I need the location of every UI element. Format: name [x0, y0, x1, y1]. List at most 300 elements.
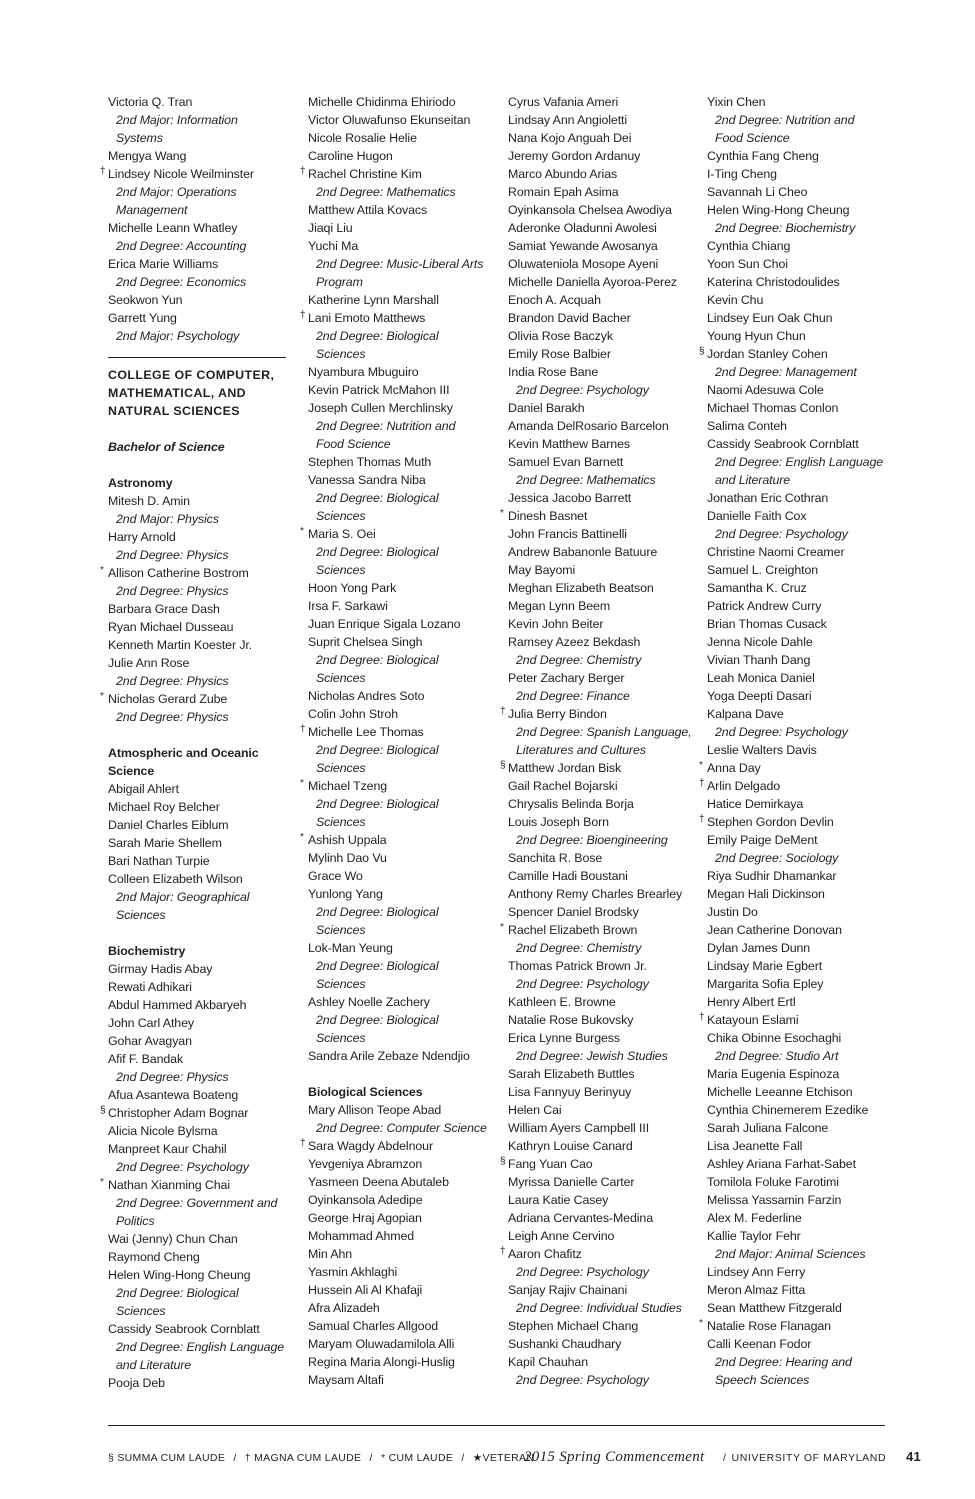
line-text: Lani Emoto Matthews	[308, 311, 426, 325]
page-number: 41	[906, 1449, 922, 1464]
graduate-name	[508, 885, 698, 903]
line-text: Jonathan Eric Cothran	[707, 491, 829, 505]
line-text: Nathan Xianming Chai	[108, 1178, 230, 1192]
graduate-name	[500, 705, 698, 723]
degree-note	[108, 708, 298, 726]
graduate-name	[508, 327, 698, 345]
graduate-name	[707, 183, 897, 201]
graduate-name	[108, 147, 298, 165]
graduate-name	[508, 1011, 698, 1029]
spacer	[108, 924, 298, 942]
line-text: NATURAL SCIENCES	[108, 404, 240, 418]
line-text: 2nd Degree: English Language	[715, 455, 884, 469]
line-text: 2nd Degree: Physics	[116, 710, 229, 724]
degree-note	[308, 327, 498, 345]
line-text: Wai (Jenny) Chun Chan	[108, 1232, 238, 1246]
line-text: Girmay Hadis Abay	[108, 962, 213, 976]
line-text: Gohar Avagyan	[108, 1034, 192, 1048]
line-text: Sciences	[316, 563, 366, 577]
line-text: Anthony Remy Charles Brearley	[508, 887, 683, 901]
graduate-name	[500, 507, 698, 525]
degree-note	[108, 1338, 298, 1356]
line-text: 2nd Degree: Psychology	[516, 1265, 649, 1279]
line-text: Adriana Cervantes-Medina	[508, 1211, 653, 1225]
line-text: Hoon Yong Park	[308, 581, 397, 595]
graduate-name	[707, 651, 897, 669]
line-text: 2nd Degree: Biological	[316, 797, 439, 811]
graduate-name	[508, 777, 698, 795]
graduate-name	[508, 1083, 698, 1101]
line-text: Michelle Leeanne Etchison	[707, 1085, 853, 1099]
degree-note	[108, 672, 298, 690]
degree-note	[108, 1356, 298, 1374]
line-text: Laura Katie Casey	[508, 1193, 609, 1207]
college-heading	[108, 366, 298, 384]
graduate-name	[508, 669, 698, 687]
degree-note	[308, 921, 498, 939]
graduate-name	[108, 1032, 298, 1050]
line-text: Cynthia Chinemerem Ezedike	[707, 1103, 869, 1117]
line-text: Marco Abundo Arias	[508, 167, 618, 181]
line-text: Sciences	[316, 923, 366, 937]
line-text: Jeremy Gordon Ardanuy	[508, 149, 641, 163]
honors-mark: †	[300, 724, 306, 735]
line-text: 2nd Degree: Physics	[116, 548, 229, 562]
graduate-name	[508, 255, 698, 273]
line-text: Megan Lynn Beem	[508, 599, 611, 613]
graduate-name	[508, 219, 698, 237]
degree-note	[508, 831, 698, 849]
graduate-name	[508, 525, 698, 543]
line-text: Nana Kojo Anguah Dei	[508, 131, 632, 145]
line-text: Yasmeen Deena Abutaleb	[308, 1175, 449, 1189]
graduate-name	[699, 813, 897, 831]
graduate-name	[108, 654, 298, 672]
line-text: Matthew Jordan Bisk	[508, 761, 622, 775]
graduate-name	[508, 399, 698, 417]
graduate-name	[707, 1137, 897, 1155]
line-text: Hussein Ali Al Khafaji	[308, 1283, 423, 1297]
graduate-name	[707, 633, 897, 651]
graduate-name	[707, 291, 897, 309]
graduate-name	[707, 975, 897, 993]
graduate-name	[707, 201, 897, 219]
line-text: Biochemistry	[108, 944, 186, 958]
graduate-name	[300, 525, 498, 543]
graduate-name	[707, 831, 897, 849]
graduate-name	[508, 1335, 698, 1353]
spacer	[308, 1065, 498, 1083]
line-text: Cyrus Vafania Ameri	[508, 95, 619, 109]
line-text: 2nd Degree: Psychology	[516, 977, 649, 991]
line-text: Samantha K. Cruz	[707, 581, 807, 595]
graduate-name	[100, 564, 298, 582]
section-divider	[108, 357, 286, 358]
line-text: Politics	[116, 1214, 155, 1228]
line-text: May Bayomi	[508, 563, 576, 577]
degree-note	[108, 1158, 298, 1176]
graduate-name	[508, 1119, 698, 1137]
line-text: Yixin Chen	[707, 95, 766, 109]
graduate-name	[108, 834, 298, 852]
line-text: Jiaqi Liu	[308, 221, 353, 235]
line-text: Bari Nathan Turpie	[108, 854, 210, 868]
line-text: Danielle Faith Cox	[707, 509, 807, 523]
graduate-name	[108, 1050, 298, 1068]
degree-note	[108, 201, 298, 219]
line-text: Helen Cai	[508, 1103, 562, 1117]
line-text: Afif F. Bandak	[108, 1052, 184, 1066]
graduate-name	[300, 777, 498, 795]
honors-mark: *	[699, 1318, 703, 1329]
line-text: Mohammad Ahmed	[308, 1229, 415, 1243]
line-text: Management	[116, 203, 188, 217]
major-heading	[308, 1083, 498, 1101]
line-text: Lisa Jeanette Fall	[707, 1139, 803, 1153]
graduate-name	[508, 1281, 698, 1299]
line-text: Samuel Evan Barnett	[508, 455, 624, 469]
degree-note	[707, 1047, 897, 1065]
line-text: Helen Wing-Hong Cheung	[707, 203, 850, 217]
honors-mark: *	[100, 691, 104, 702]
line-text: Bachelor of Science	[108, 440, 225, 454]
line-text: Sara Wagdy Abdelnour	[308, 1139, 433, 1153]
honors-mark: *	[500, 922, 504, 933]
line-text: Alex M. Federline	[707, 1211, 802, 1225]
graduate-name	[508, 1137, 698, 1155]
line-text: Naomi Adesuwa Cole	[707, 383, 824, 397]
graduate-name	[508, 345, 698, 363]
graduate-name	[707, 327, 897, 345]
graduate-name	[508, 435, 698, 453]
graduate-name	[308, 1245, 498, 1263]
line-text: Colleen Elizabeth Wilson	[108, 872, 243, 886]
line-text: Anna Day	[707, 761, 761, 775]
graduate-name	[707, 1281, 897, 1299]
line-text: Science	[108, 764, 155, 778]
spacer	[108, 726, 298, 744]
line-text: and Literature	[116, 1358, 192, 1372]
line-text: 2nd Degree: Biological	[316, 905, 439, 919]
legend-summa: § SUMMA CUM LAUDE	[108, 1452, 226, 1464]
graduate-name	[308, 1101, 498, 1119]
graduate-name	[699, 1317, 897, 1335]
line-text: Kevin Patrick McMahon III	[308, 383, 450, 397]
line-text: Lindsey Ann Ferry	[707, 1265, 806, 1279]
line-text: 2nd Degree: Biological	[316, 959, 439, 973]
line-text: Mitesh D. Amin	[108, 494, 190, 508]
line-text: Speech Sciences	[715, 1373, 810, 1387]
line-text: Julia Berry Bindon	[508, 707, 607, 721]
graduate-name	[699, 777, 897, 795]
graduate-name	[308, 111, 498, 129]
line-text: Sarah Marie Shellem	[108, 836, 222, 850]
line-text: 2nd Degree: Bioengineering	[516, 833, 668, 847]
line-text: Regina Maria Alongi-Huslig	[308, 1355, 455, 1369]
line-text: Sciences	[316, 815, 366, 829]
line-text: Food Science	[715, 131, 790, 145]
line-text: Leah Monica Daniel	[707, 671, 815, 685]
line-text: 2nd Degree: Government and	[116, 1196, 278, 1210]
line-text: Tomilola Foluke Farotimi	[707, 1175, 839, 1189]
graduate-name	[300, 831, 498, 849]
line-text: 2nd Degree: Biological	[316, 545, 439, 559]
graduate-name	[108, 1086, 298, 1104]
line-text: Erica Lynne Burgess	[508, 1031, 620, 1045]
line-text: Pooja Deb	[108, 1376, 165, 1390]
graduate-name	[707, 741, 897, 759]
line-text: Natalie Rose Bukovsky	[508, 1013, 634, 1027]
degree-note	[707, 723, 897, 741]
line-text: Sciences	[316, 761, 366, 775]
line-text: 2nd Degree: Mathematics	[516, 473, 656, 487]
graduate-name	[108, 600, 298, 618]
line-text: 2nd Degree: Biological	[316, 1013, 439, 1027]
graduate-name	[308, 237, 498, 255]
graduate-name	[308, 93, 498, 111]
graduate-name	[707, 1065, 897, 1083]
graduate-name	[707, 237, 897, 255]
line-text: Sanjay Rajiv Chainani	[508, 1283, 628, 1297]
degree-note	[508, 1047, 698, 1065]
line-text: 2nd Degree: Biochemistry	[715, 221, 856, 235]
line-text: Jordan Stanley Cohen	[707, 347, 828, 361]
graduate-name	[300, 165, 498, 183]
line-text: Brian Thomas Cusack	[707, 617, 827, 631]
line-text: Ashley Ariana Farhat-Sabet	[707, 1157, 856, 1171]
graduate-name	[308, 1263, 498, 1281]
graduate-name	[707, 885, 897, 903]
line-text: Aaron Chafitz	[508, 1247, 582, 1261]
honors-mark: *	[300, 526, 304, 537]
graduate-name	[308, 867, 498, 885]
graduate-name	[308, 1317, 498, 1335]
line-text: Christopher Adam Bognar	[108, 1106, 249, 1120]
line-text: Juan Enrique Sigala Lozano	[308, 617, 461, 631]
degree-note	[308, 489, 498, 507]
graduate-name	[707, 1155, 897, 1173]
line-text: 2nd Major: Physics	[116, 512, 219, 526]
degree-note	[108, 1068, 298, 1086]
line-text: Thomas Patrick Brown Jr.	[508, 959, 647, 973]
line-text: Jessica Jacobo Barrett	[508, 491, 632, 505]
graduate-name	[108, 1320, 298, 1338]
graduate-name	[699, 759, 897, 777]
line-text: Vanessa Sandra Niba	[308, 473, 426, 487]
line-text: 2nd Degree: Physics	[116, 584, 229, 598]
line-text: Melissa Yassamin Farzin	[707, 1193, 842, 1207]
degree-note	[308, 903, 498, 921]
degree-type-heading	[108, 438, 298, 456]
line-text: Christine Naomi Creamer	[707, 545, 845, 559]
line-text: Meron Almaz Fitta	[707, 1283, 806, 1297]
line-text: 2nd Major: Information	[116, 113, 238, 127]
line-text: Yoon Sun Choi	[707, 257, 788, 271]
graduate-name	[508, 1191, 698, 1209]
line-text: Yunlong Yang	[308, 887, 383, 901]
line-text: 2nd Degree: Spanish Language,	[516, 725, 692, 739]
line-text: Oyinkansola Chelsea Awodiya	[508, 203, 672, 217]
degree-note	[108, 327, 298, 345]
line-text: 2nd Degree: Biological	[316, 329, 439, 343]
graduate-name	[508, 1101, 698, 1119]
graduate-name	[508, 849, 698, 867]
graduate-name	[108, 870, 298, 888]
line-text: Mengya Wang	[108, 149, 187, 163]
graduate-name	[308, 129, 498, 147]
degree-note	[108, 888, 298, 906]
graduate-name	[308, 1047, 498, 1065]
legend-separator: /	[233, 1452, 237, 1464]
graduate-name	[308, 381, 498, 399]
line-text: Michelle Daniella Ayoroa-Perez	[508, 275, 677, 289]
line-text: Megan Hali Dickinson	[707, 887, 825, 901]
graduate-name	[308, 201, 498, 219]
graduate-name	[508, 1227, 698, 1245]
graduate-name	[308, 1173, 498, 1191]
graduate-name	[508, 993, 698, 1011]
line-text: Rewati Adhikari	[108, 980, 192, 994]
graduate-name	[308, 1371, 498, 1389]
graduate-name	[100, 1104, 298, 1122]
line-text: Atmospheric and Oceanic	[108, 746, 259, 760]
graduate-name	[100, 1176, 298, 1194]
line-text: Spencer Daniel Brodsky	[508, 905, 639, 919]
line-text: 2nd Degree: Biological	[316, 653, 439, 667]
line-text: Jean Catherine Donovan	[707, 923, 842, 937]
line-text: 2nd Degree: Sociology	[715, 851, 839, 865]
line-text: Leslie Walters Davis	[707, 743, 817, 757]
legend-cum: * CUM LAUDE	[380, 1452, 454, 1464]
degree-note	[707, 849, 897, 867]
line-text: Sciences	[116, 1304, 166, 1318]
graduate-name	[108, 960, 298, 978]
line-text: 2nd Degree: Chemistry	[516, 941, 642, 955]
degree-note	[707, 471, 897, 489]
graduate-name	[108, 1122, 298, 1140]
line-text: Fang Yuan Cao	[508, 1157, 593, 1171]
line-text: Biological Sciences	[308, 1085, 423, 1099]
line-text: Michael Tzeng	[308, 779, 388, 793]
degree-note	[707, 219, 897, 237]
graduate-name	[707, 867, 897, 885]
graduate-name	[508, 237, 698, 255]
line-text: Matthew Attila Kovacs	[308, 203, 428, 217]
line-text: 2nd Degree: Computer Science	[316, 1121, 487, 1135]
line-text: Min Ahn	[308, 1247, 353, 1261]
line-text: 2nd Degree: Music-Liberal Arts	[316, 257, 484, 271]
line-text: 2nd Degree: Finance	[516, 689, 630, 703]
names-column-2	[300, 93, 498, 1389]
graduate-name	[508, 93, 698, 111]
graduate-name	[508, 543, 698, 561]
honors-mark: †	[300, 310, 306, 321]
line-text: Afra Alizadeh	[308, 1301, 380, 1315]
degree-note	[108, 273, 298, 291]
line-text: Manpreet Kaur Chahil	[108, 1142, 227, 1156]
major-heading	[108, 474, 298, 492]
line-text: Afua Asantewa Boateng	[108, 1088, 239, 1102]
graduate-name	[508, 273, 698, 291]
graduate-name	[508, 291, 698, 309]
line-text: Kalpana Dave	[707, 707, 784, 721]
degree-note	[508, 1299, 698, 1317]
college-heading	[108, 384, 298, 402]
honors-mark: *	[300, 778, 304, 789]
publication-title: 2015 Spring Commencement	[524, 1449, 705, 1465]
line-text: Myrissa Danielle Carter	[508, 1175, 635, 1189]
degree-note	[707, 111, 897, 129]
line-text: Samiat Yewande Awosanya	[508, 239, 658, 253]
line-text: Kevin John Beiter	[508, 617, 604, 631]
names-column-4	[699, 93, 897, 1389]
graduate-name	[707, 1029, 897, 1047]
honors-mark: §	[500, 1156, 506, 1167]
graduate-name	[308, 219, 498, 237]
university-label: UNIVERSITY OF MARYLAND	[731, 1452, 887, 1464]
line-text: Olivia Rose Baczyk	[508, 329, 613, 343]
line-text: Yoga Deepti Dasari	[707, 689, 812, 703]
line-text: George Hraj Agopian	[308, 1211, 422, 1225]
graduate-name	[508, 363, 698, 381]
degree-note	[308, 957, 498, 975]
graduate-name	[108, 978, 298, 996]
line-text: Ashley Noelle Zachery	[308, 995, 430, 1009]
line-text: Stephen Michael Chang	[508, 1319, 639, 1333]
line-text: Riya Sudhir Dhamankar	[707, 869, 837, 883]
graduate-name	[508, 1173, 698, 1191]
graduate-name	[108, 1374, 298, 1392]
line-text: Abdul Hammed Akbaryeh	[108, 998, 247, 1012]
legend-separator: /	[461, 1452, 465, 1464]
line-text: Kallie Taylor Fehr	[707, 1229, 801, 1243]
line-text: Chrysalis Belinda Borja	[508, 797, 634, 811]
line-text: William Ayers Campbell III	[508, 1121, 650, 1135]
line-text: Stephen Gordon Devlin	[707, 815, 834, 829]
line-text: Patrick Andrew Curry	[707, 599, 822, 613]
line-text: Brandon David Bacher	[508, 311, 631, 325]
line-text: Katherine Lynn Marshall	[308, 293, 439, 307]
graduate-name	[308, 993, 498, 1011]
degree-note	[508, 381, 698, 399]
line-text: Suprit Chelsea Singh	[308, 635, 423, 649]
line-text: Vivian Thanh Dang	[707, 653, 811, 667]
degree-note	[308, 507, 498, 525]
line-text: 2nd Degree: Jewish Studies	[516, 1049, 668, 1063]
line-text: 2nd Major: Geographical	[116, 890, 250, 904]
line-text: Daniel Barakh	[508, 401, 585, 415]
graduate-name	[500, 759, 698, 777]
title-separator: /	[723, 1452, 727, 1464]
graduate-name	[308, 1299, 498, 1317]
graduate-name	[707, 1173, 897, 1191]
degree-note	[108, 1212, 298, 1230]
line-text: Katayoun Eslami	[707, 1013, 799, 1027]
line-text: Joseph Cullen Merchlinsky	[308, 401, 453, 415]
line-text: Sean Matthew Fitzgerald	[707, 1301, 842, 1315]
line-text: Sciences	[316, 1031, 366, 1045]
graduate-name	[707, 561, 897, 579]
graduate-name	[108, 1140, 298, 1158]
graduate-name	[308, 1353, 498, 1371]
graduate-name	[308, 579, 498, 597]
names-column-1	[100, 93, 298, 1392]
degree-note	[308, 975, 498, 993]
degree-note	[707, 1371, 897, 1389]
line-text: Barbara Grace Dash	[108, 602, 220, 616]
graduate-name	[108, 798, 298, 816]
graduate-name	[508, 867, 698, 885]
